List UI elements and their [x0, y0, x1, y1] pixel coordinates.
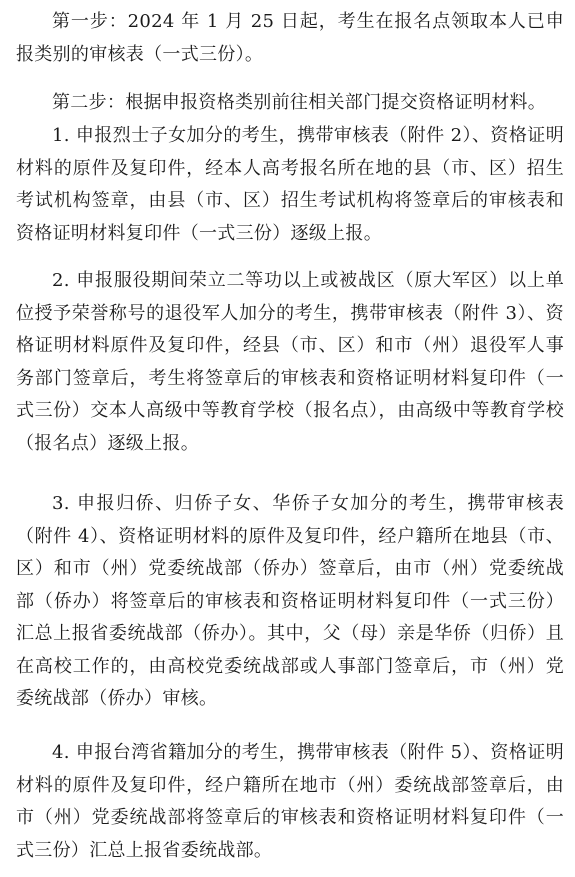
step-one-paragraph: 第一步：2024 年 1 月 25 日起，考生在报名点领取本人已申报类别的审核表（一式三份）。	[16, 11, 564, 65]
item-4-paragraph: 4. 申报台湾省籍加分的考生，携带审核表（附件 5）、资格证明材料的原件及复印件，经户籍所在地市（州）委统战部签章后，由市（州）党委统战部将签章后的审核表和资格证明材料复印件（一式三份）汇总上报省委统战部。	[16, 742, 564, 861]
item-1-paragraph: 1. 申报烈士子女加分的考生，携带审核表（附件 2）、资格证明材料的原件及复印件，经本人高考报名所在地的县（市、区）招生考试机构签章，由县（市、区）招生考试机构将签章后的审核表和资格证明材料复印件（一式三份）逐级上报。	[16, 125, 564, 244]
item-2-paragraph: 2. 申报服役期间荣立二等功以上或被战区（原大军区）以上单位授予荣誉称号的退役军人加分的考生，携带审核表（附件 3）、资格证明材料原件及复印件，经县（市、区）和市（州）退役军人事务部门签章后，考生将签章后的审核表和资格证明材料复印件（一式三份）交本人高级中等教育学校（报名点），由高级中等教育学校（报名点）逐级上报。	[16, 270, 564, 454]
item-3-paragraph: 3. 申报归侨、归侨子女、华侨子女加分的考生，携带审核表（附件 4）、资格证明材料的原件及复印件，经户籍所在地县（市、区）和市（州）党委统战部（侨办）签章后，由市（州）党委统战部（侨办）将签章后的审核表和资格证明材料复印件（一式三份）汇总上报省委统战部（侨办）。其中，父（母）亲是华侨（归侨）且在高校工作的，由高校党委统战部或人事部门签章后，市（州）党委统战部（侨办）审核。	[16, 493, 564, 709]
step-two-paragraph: 第二步：根据申报资格类别前往相关部门提交资格证明材料。	[52, 92, 547, 113]
